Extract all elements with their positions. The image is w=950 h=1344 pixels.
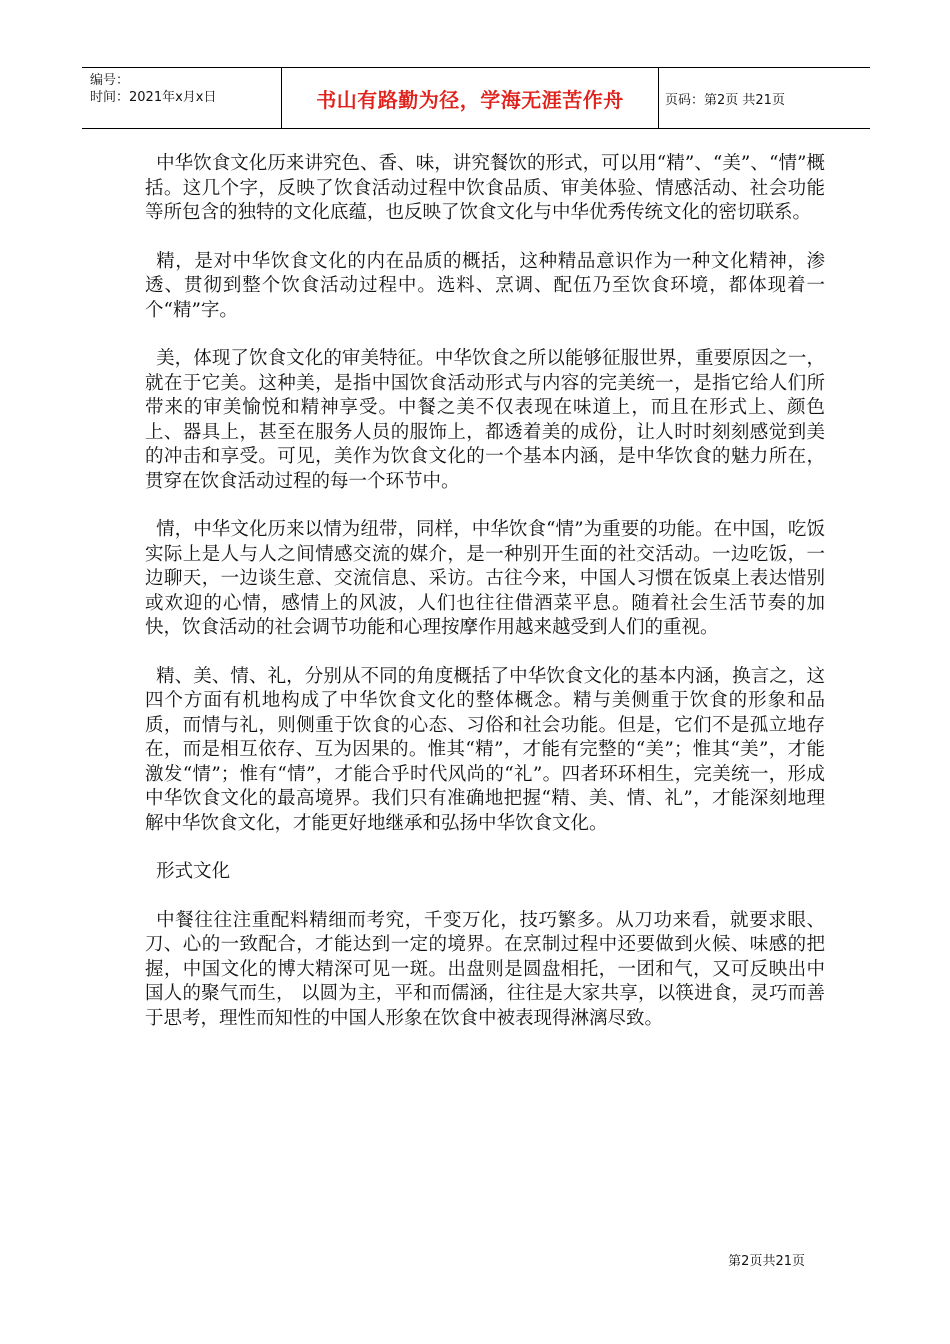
- time-label: 时间：2021年x月x日: [90, 90, 217, 105]
- header-page-info: 页码：第2页 共21页: [665, 92, 785, 108]
- paragraph-summary: 精、美、情、礼，分别从不同的角度概括了中华饮食文化的基本内涵，换言之，这四个方面有机地构成了中华饮食文化的整体概念。精与美侧重于饮食的形象和品质，而情与礼，则侧重于饮食的心态、习俗和社会功能。但是，它们不是孤立地存在，而是相互依存、互为因果的。惟其“精”，才能有完整的“美”；惟其“美”，才能激发“情”；惟有“情”，才能合乎时代风尚的“礼”。四者环环相生，完美统一，形成中华饮食文化的最高境界。我们只有准确地把握“精、美、情、礼”，才能深刻地理解中华饮食文化，才能更好地继承和弘扬中华饮食文化。: [145, 665, 825, 834]
- paragraph-intro: 中华饮食文化历来讲究色、香、味，讲究餐饮的形式，可以用“精”、“美”、“情”概括。这几个字，反映了饮食活动过程中饮食品质、审美体验、情感活动、社会功能等所包含的独特的文化底蕴，也反映了饮食文化与中华优秀传统文化的密切联系。: [145, 153, 825, 223]
- header-meta: [82, 68, 282, 128]
- paragraph-qing: 情，中华文化历来以情为纽带，同样，中华饮食“情”为重要的功能。在中国，吃饭实际上是人与人之间情感交流的媒介，是一种别开生面的社交活动。一边吃饭，一边聊天，一边谈生意、交流信息、采访。古往今来，中国人习惯在饭桌上表达惜别或欢迎的心情，感情上的风波，人们也往往借酒菜平息。随着社会生活节奏的加快，饮食活动的社会调节功能和心理按摩作用越来越受到人们的重视。: [145, 519, 825, 638]
- paragraph-form: 中餐往往注重配料精细而考究，千变万化，技巧繁多。从刀功来看，就要求眼、刀、心的一致配合，才能达到一定的境界。在烹制过程中还要做到火候、味感的把握，中国文化的博大精深可见一斑。出盘则是圆盘相托，一团和气，又可反映出中国人的聚气而生， 以圆为主，平和而儒涵，往往是大家共享，以筷进食，灵巧而善于思考，理性而知性的中国人形象在饮食中被表现得淋漓尽致。: [145, 909, 825, 1029]
- document-body: [145, 152, 825, 1055]
- header-motto: 书山有路勤为径，学海无涯苦作舟: [282, 68, 659, 128]
- paragraph-jing: 精，是对中华饮食文化的内在品质的概括，这种精品意识作为一种文化精神，渗透、贯彻到整个饮食活动过程中。选料、烹调、配伍乃至饮食环境，都体现着一个“精”字。: [145, 250, 825, 321]
- section-heading: 形式文化: [156, 861, 231, 882]
- page-footer: 第2页共21页: [728, 1254, 805, 1269]
- paragraph-mei: 美，体现了饮食文化的审美特征。中华饮食之所以能够征服世界，重要原因之一，就在于它美。这种美，是指中国饮食活动形式与内容的完美统一，是指它给人们所带来的审美愉悦和精神享受。中餐之美不仅表现在味道上，而且在形式上、颜色上、器具上，甚至在服务人员的服饰上，都透着美的成份，让人时时刻刻感觉到美的冲击和享受。可见，美作为饮食文化的一个基本内涵，是中华饮食的魅力所在，贯穿在饮食活动过程的每一个环节中。: [145, 348, 825, 492]
- page-header: [82, 67, 870, 129]
- number-label: 编号：: [90, 73, 130, 88]
